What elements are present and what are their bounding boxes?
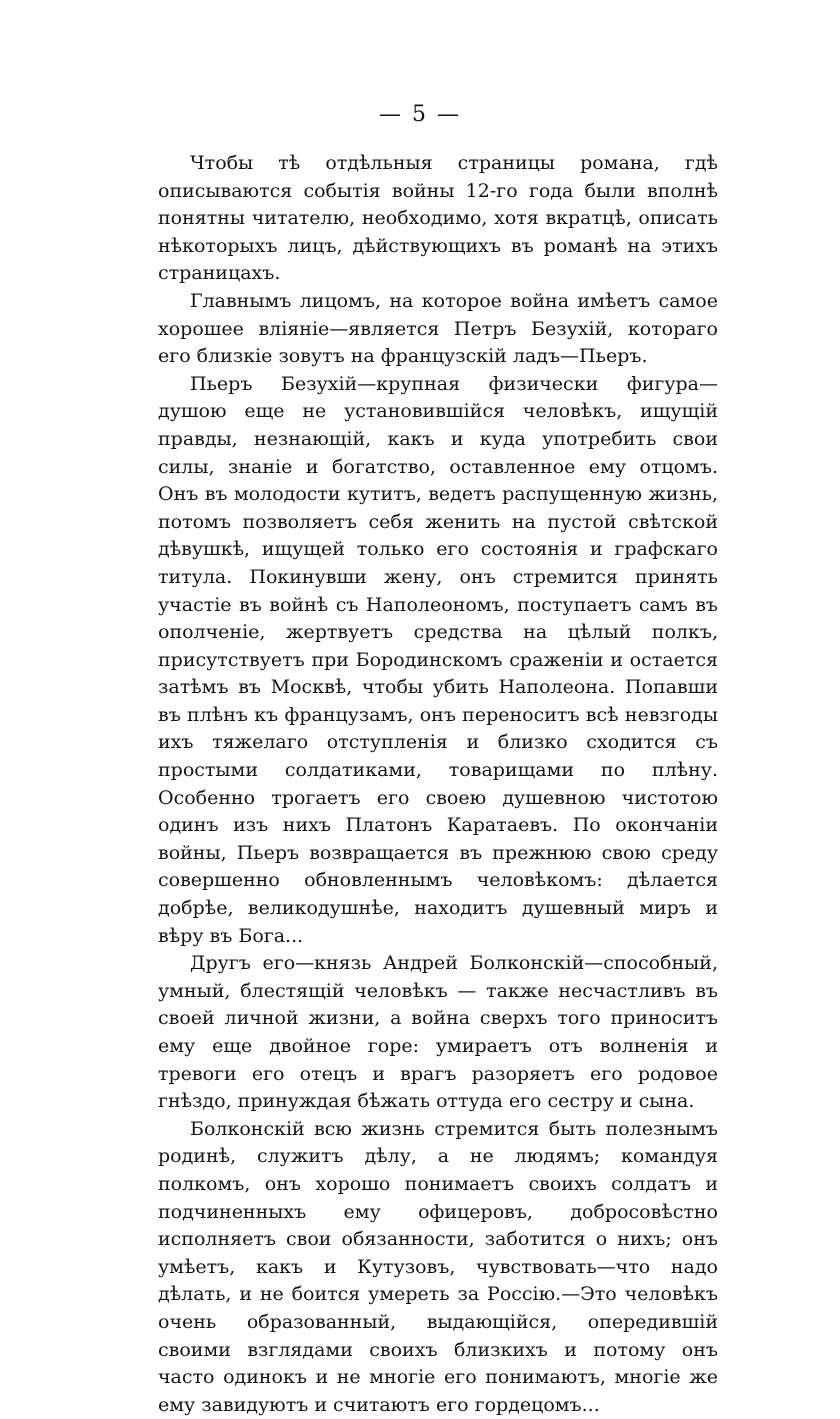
paragraph: Болконскій всю жизнь стремится быть полезнымъ родинѣ, служитъ дѣлу, а не людямъ; командуя полкомъ, онъ хорошо понимаетъ своихъ солдатъ и подчиненныхъ ему офицеровъ, добросовѣстно исполняетъ свои обязанности, заботится о нихъ; онъ умѣетъ, какъ и Кутузовъ, чувствовать—что надо дѣлать, и не боится умереть за Россію.—Это человѣкъ очень образованный, выдающійся, опередившій своими взглядами своихъ близкихъ и потому онъ часто одинокъ и не многіе его понимаютъ, многіе же ему завидуютъ и считаютъ его гордецомъ... (158, 1117, 718, 1416)
paragraph: Чтобы тѣ отдѣльныя страницы романа, гдѣ описываются событія войны 12-го года были вполнѣ понятны читателю, необходимо, хотя вкратцѣ, описать нѣкоторыхъ лицъ, дѣйствующихъ въ романѣ на этихъ страницахъ. (158, 152, 718, 285)
paragraph: Пьеръ Безухій—крупная физически фигура—душою еще не установившійся человѣкъ, ищущій правды, незнающій, какъ и куда употребить свои силы, знаніе и богатство, оставленное ему отцомъ. Онъ въ молодости кутитъ, ведетъ распущенную жизнь, потомъ позволяетъ себя женить на пустой свѣтской дѣвушкѣ, ищущей только его состоянія и графскаго титула. Покинувши жену, онъ стремится принять участіе въ войнѣ съ Наполеономъ, поступаетъ самъ въ ополченіе, жертвуетъ средства на цѣлый полкъ, присутствуетъ при Бородинскомъ сраженіи и остается затѣмъ въ Москвѣ, чтобы убить Наполеона. Попавши въ плѣнъ къ французамъ, онъ переноситъ всѣ невзгоды ихъ тяжелаго отступленія и близко сходится съ простыми солдатиками, товарищами по плѣну. Особенно трогаетъ его своею душевною чистотою одинъ изъ нихъ Платонъ Каратаевъ. По окончаніи войны, Пьеръ возвращается въ прежнюю свою среду совершенно обновленнымъ человѣкомъ: дѣлается добрѣе, великодушнѣе, находитъ душевный миръ и вѣру въ Бога... (158, 372, 718, 947)
body-text (158, 150, 718, 1419)
page-number: — 5 — (379, 102, 461, 127)
paragraph: Главнымъ лицомъ, на которое война имѣетъ самое хорошее вліяніе—является Петръ Безухій, котораго его близкіе зовутъ на французскій ладъ—Пьеръ. (158, 289, 718, 368)
paragraph: Другъ его—князь Андрей Болконскій—способный, умный, блестящій человѣкъ — также несчастливъ въ своей личной жизни, а война сверхъ того приноситъ ему еще двойное горе: умираетъ отъ волненія и тревоги его отецъ и врагъ разоряетъ его родовое гнѣздо, принуждая бѣжать оттуда его сестру и сына. (158, 952, 718, 1113)
